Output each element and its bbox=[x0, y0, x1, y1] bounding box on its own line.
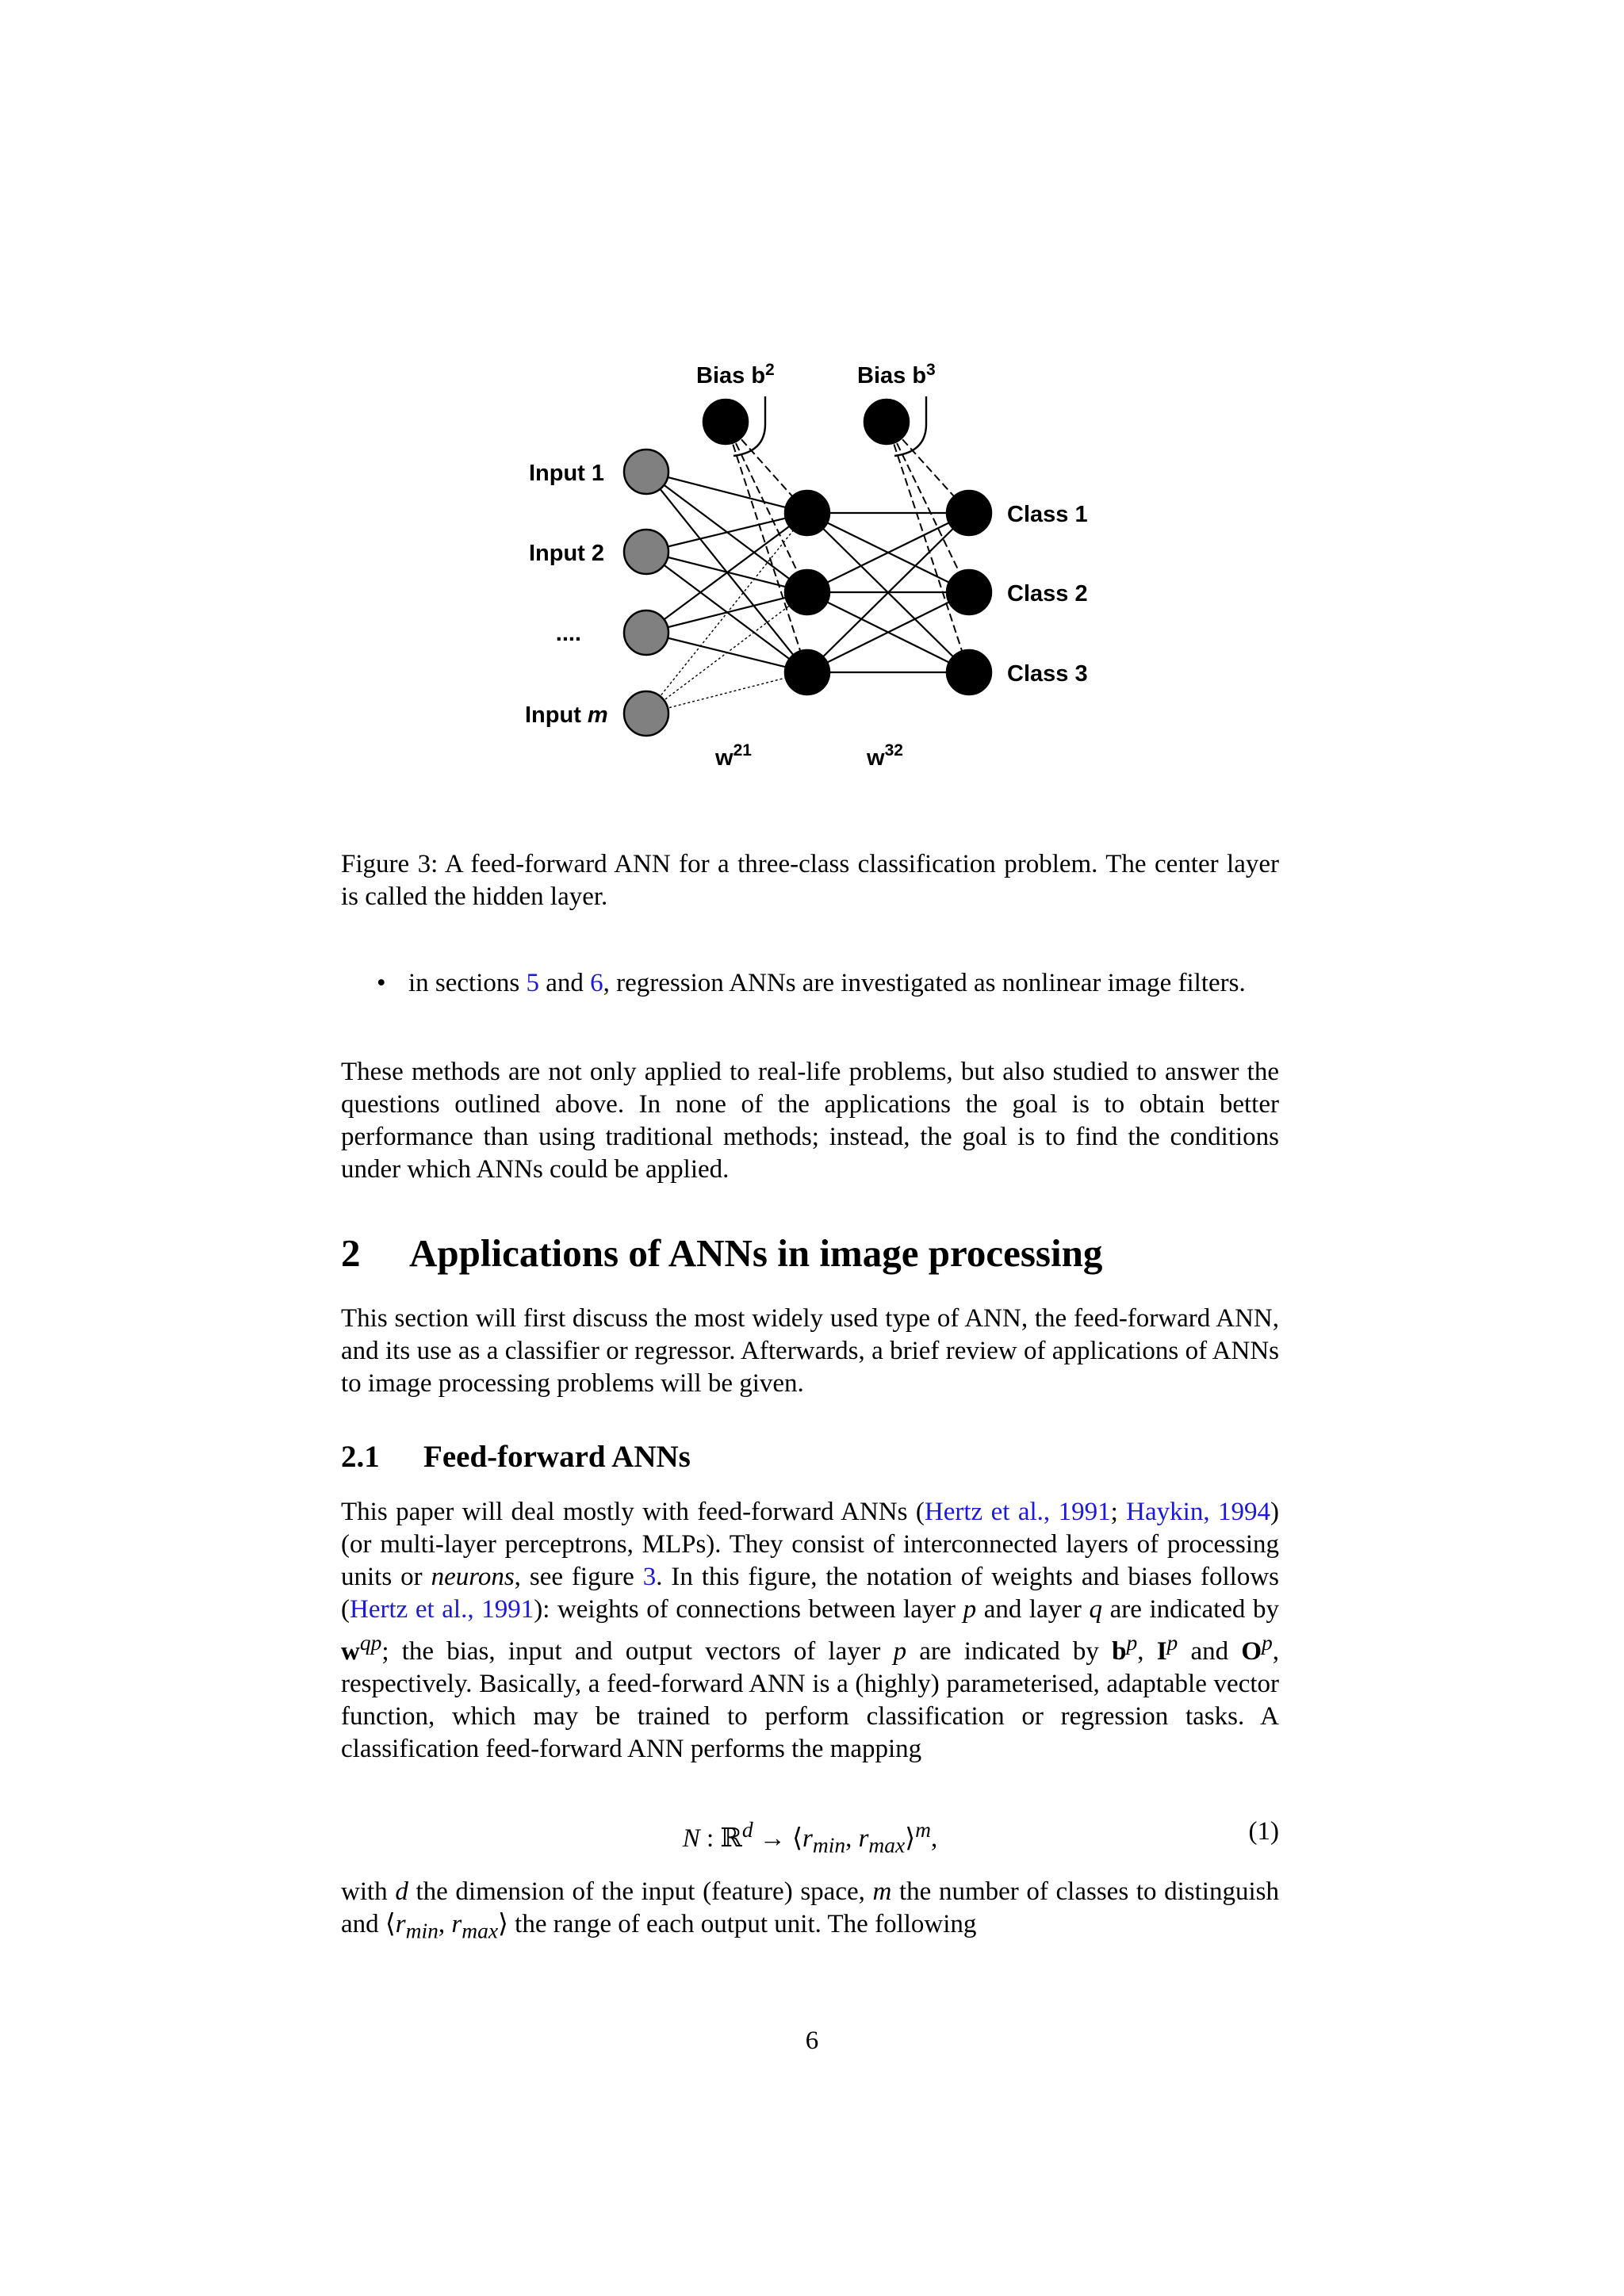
paragraph-1: These methods are not only applied to real-life problems, but also studied to answer the questions outlined above. In none of the applications the goal is to obtain better performance than using traditional methods; instead, the goal is to find the conditions under which ANNs could be applied. bbox=[341, 1058, 1279, 1184]
nodes bbox=[624, 400, 991, 736]
page-number: 6 bbox=[805, 2026, 819, 2055]
ann-diagram bbox=[508, 349, 1142, 793]
caption-label: Figure 3: bbox=[341, 850, 439, 878]
w32-label: $w^{32}$ bbox=[867, 741, 903, 771]
subsection-heading-2-1 bbox=[341, 1439, 1279, 1475]
input-node-3 bbox=[624, 610, 668, 655]
bias-node-2 bbox=[703, 400, 748, 444]
input-node-1 bbox=[624, 450, 668, 494]
output-node-3 bbox=[947, 650, 991, 695]
bias-edge bbox=[726, 422, 807, 672]
hidden-node-2 bbox=[785, 570, 829, 614]
section-ref-6[interactable]: 6 bbox=[590, 969, 603, 997]
bias-node-3 bbox=[864, 400, 909, 444]
input-node-2 bbox=[624, 530, 668, 574]
w21-label: $w^{21}$ bbox=[715, 741, 752, 771]
subsection-title: Feed-forward ANNs bbox=[423, 1440, 691, 1474]
equation-body: N : ℝ$^d$ → $⟨r_{min}$, $r_{max}⟩^m$, bbox=[682, 1817, 938, 1858]
output-node-1 bbox=[947, 491, 991, 535]
edge-dotted bbox=[646, 592, 807, 714]
bullet-icon: • bbox=[377, 969, 386, 997]
figure-caption bbox=[341, 848, 1279, 913]
edge bbox=[646, 513, 807, 552]
labels bbox=[525, 361, 1088, 771]
caption-text: A feed-forward ANN for a three-class classification problem. The center layer is called the hidden layer. bbox=[341, 850, 1280, 911]
citation-hertz-1991[interactable]: Hertz et al., 1991 bbox=[924, 1498, 1111, 1526]
input-label-1: Input 1 bbox=[528, 461, 604, 486]
section-heading-2 bbox=[341, 1230, 1279, 1276]
section-title: Applications of ANNs in image processing bbox=[409, 1231, 1103, 1275]
input-label-m: Input m bbox=[525, 702, 608, 728]
paragraph-2: This section will first discuss the most widely used type of ANN, the feed-forward ANN, and its use as a classifier or regressor. Afterwards, a brief review of applications of ANNs to image processing problems will be given. bbox=[341, 1304, 1279, 1398]
edge bbox=[646, 472, 807, 513]
edge-dotted bbox=[646, 672, 807, 714]
list-item: • in sections 5 and 6, regression ANNs are investigated as nonlinear image filters. bbox=[377, 967, 1279, 1000]
input-label-2: Input 2 bbox=[528, 541, 604, 566]
class-label-2: Class 2 bbox=[1007, 581, 1088, 607]
class-label-1: Class 1 bbox=[1007, 502, 1088, 527]
hidden-node-1 bbox=[785, 491, 829, 535]
hidden-node-3 bbox=[785, 650, 829, 695]
output-node-2 bbox=[947, 570, 991, 614]
section-ref-5[interactable]: 5 bbox=[526, 969, 539, 997]
input-label-dots: .... bbox=[555, 621, 581, 646]
bias2-label: Bias $b^2$ bbox=[696, 361, 775, 388]
citation-hertz-1991-b[interactable]: Hertz et al., 1991 bbox=[350, 1595, 534, 1624]
figure-ref-3[interactable]: 3 bbox=[642, 1563, 657, 1591]
paragraph-3: This paper will deal mostly with feed-forward ANNs (Hertz et al., 1991; Haykin, 1994) (or multi-layer perceptrons, MLPs). They consist of interconnected layers of processing units or neurons, see figure 3. In this figure, the notation of weights and biases follows (Hertz et al., 1991): weights of connections between layer p and layer q are indicated by $w^{qp}$; the bias, input and output vectors of layer p are indicated by $b^p$, $I^p$ and $O^p$, respectively. Basically, a feed-forward ANN is a (highly) parameterised, adaptable vector function, which may be trained to perform classification or regression tasks. A classification feed-forward ANN performs the mapping bbox=[341, 1498, 1279, 1763]
equation-1 bbox=[341, 1817, 1279, 1858]
equation-number: (1) bbox=[1248, 1817, 1279, 1846]
input-node-m bbox=[624, 691, 668, 736]
subsection-number: 2.1 bbox=[341, 1440, 380, 1474]
class-label-3: Class 3 bbox=[1007, 661, 1088, 687]
section-number: 2 bbox=[341, 1231, 361, 1275]
paragraph-4: with d the dimension of the input (feature) space, m the number of classes to distinguish and $⟨r_{min}$, $r_{max}⟩$ the range of each output unit. The following bbox=[341, 1877, 1279, 1943]
citation-haykin-1994[interactable]: Haykin, 1994 bbox=[1126, 1498, 1270, 1526]
bias3-label: Bias $b^3$ bbox=[857, 361, 936, 388]
